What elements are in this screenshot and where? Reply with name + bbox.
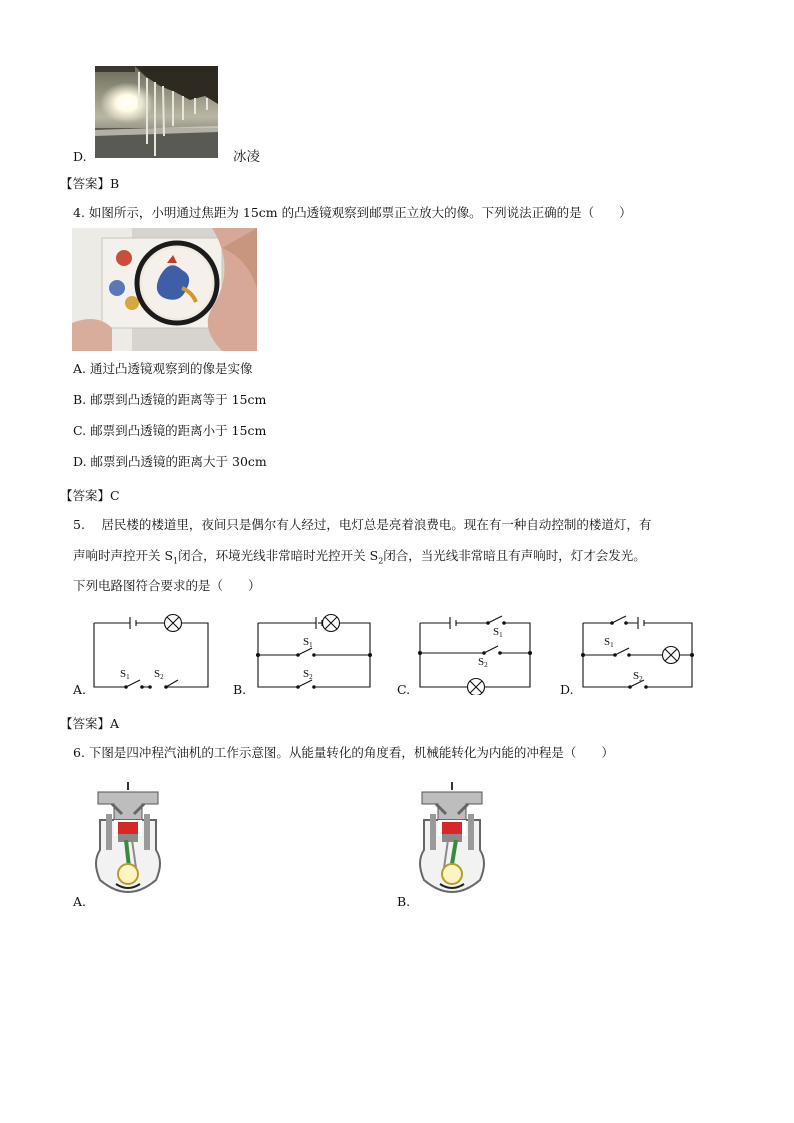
circuit-c [420, 616, 530, 695]
circuit-c-s1-label: S1 [493, 626, 503, 639]
q4-option-d: D. 邮票到凸透镜的距离大于 30cm [73, 454, 267, 469]
circuit-d-s1-label: S1 [604, 636, 614, 649]
q5-option-d-letter: D. [560, 682, 574, 697]
q5-stem-line1: 5. 居民楼的楼道里，夜间只是偶尔有人经过，电灯总是亮着浪费电。现在有一种自动控制的楼道灯，有 [73, 517, 652, 532]
option-d-letter: D. [73, 149, 87, 164]
q5-option-a-letter: A. [73, 682, 87, 697]
magnifier-stamp-photo [72, 228, 257, 351]
q4-answer: 【答案】C [60, 488, 120, 503]
q4-option-b: B. 邮票到凸透镜的距离等于 15cm [73, 392, 267, 407]
q3-answer: 【答案】B [60, 176, 120, 191]
q4-stem: 4. 如图所示，小明通过焦距为 15cm 的凸透镜观察到邮票正立放大的像。下列说法正确的是（ ） [73, 205, 632, 220]
q4-option-a: A. 通过凸透镜观察到的像是实像 [73, 361, 253, 376]
engine-diagram-b [416, 780, 488, 900]
circuit-a-s2-label: S2 [154, 668, 164, 681]
q5-option-c-letter: C. [397, 682, 411, 697]
circuit-b-s2-label: S2 [303, 668, 313, 681]
q5-option-b-letter: B. [233, 682, 247, 697]
q6-stem: 6. 下图是四冲程汽油机的工作示意图。从能量转化的角度看，机械能转化为内能的冲程是（ ） [73, 745, 614, 760]
q5-stem-line2: 声响时声控开关 $S_1$闭合，环境光线非常暗时光控开关 $S_2$闭合，当光线非常暗且有声响时，灯才会发光。 [73, 548, 646, 566]
engine-diagram-a [92, 780, 164, 900]
q6-option-a-letter: A. [73, 894, 87, 909]
circuit-c-s2-label: S2 [478, 656, 488, 669]
q5-stem-line3: 下列电路图符合要求的是（ ） [73, 578, 261, 593]
circuit-d-s2-label: S2 [633, 670, 643, 683]
q5-answer: 【答案】A [60, 716, 120, 731]
circuit-b [258, 615, 370, 688]
circuit-a-s1-label: S1 [120, 668, 130, 681]
q6-option-b-letter: B. [397, 894, 411, 909]
circuit-b-s1-label: S1 [303, 636, 313, 649]
option-d-caption: 冰凌 [233, 149, 260, 165]
circuit-a [94, 615, 208, 688]
icicle-photo [95, 66, 218, 158]
q4-option-c: C. 邮票到凸透镜的距离小于 15cm [73, 423, 267, 438]
